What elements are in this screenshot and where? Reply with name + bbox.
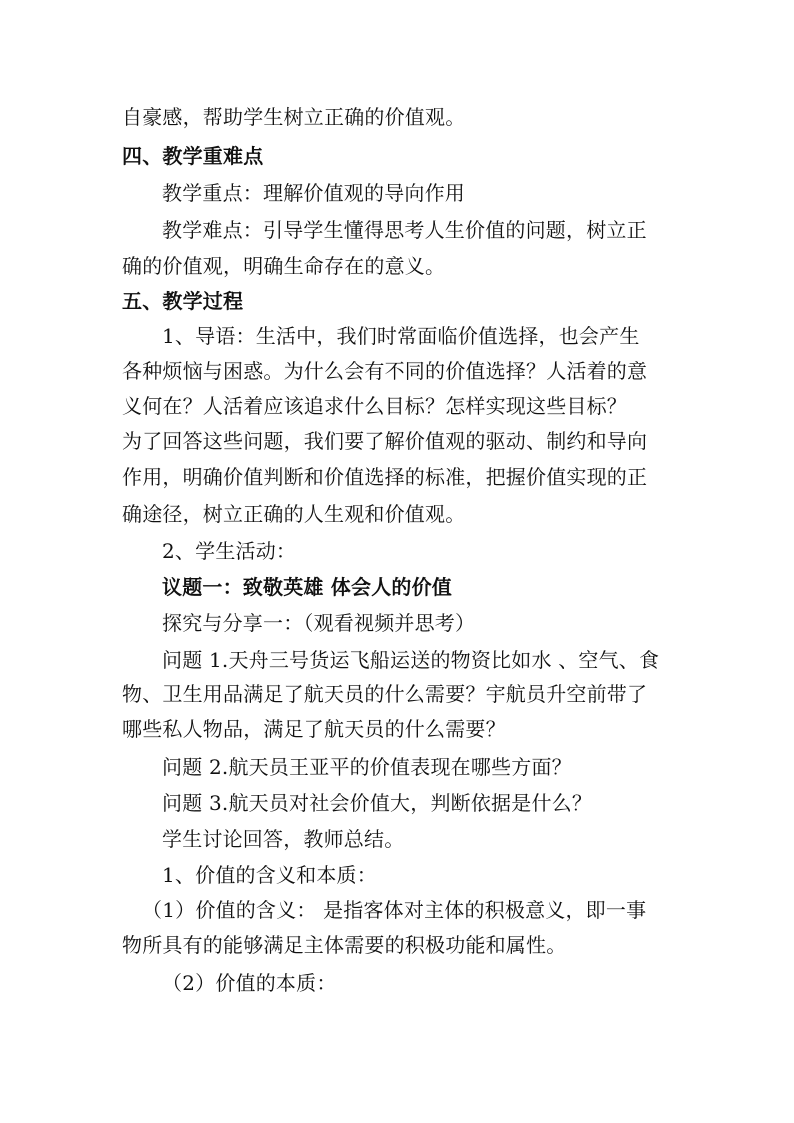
paragraph-line: 2、学生活动：: [162, 539, 297, 563]
paragraph-line: 各种烦恼与困惑。为什么会有不同的价值选择？人活着的意: [122, 359, 648, 383]
paragraph-line: 问题 1.天舟三号货运飞船运送的物资比如水 、空气、食: [162, 648, 660, 672]
topic-heading: 议题一：致敬英雄 体会人的价值: [162, 575, 452, 599]
paragraph-line: 探究与分享一：（观看视频并思考）: [162, 611, 476, 635]
paragraph-line: 1、价值的含义和本质：: [162, 863, 377, 887]
paragraph-line: （1）价值的含义： 是指客体对主体的积极意义，即一事: [142, 898, 647, 922]
paragraph-line: 哪些私人物品，满足了航天员的什么需要？: [122, 717, 506, 741]
paragraph-line: 学生讨论回答，教师总结。: [162, 827, 405, 851]
paragraph-line: （2）价值的本质：: [162, 971, 337, 995]
paragraph-line: 教学重点：理解价值观的导向作用: [162, 181, 465, 205]
paragraph-line: 问题 3.航天员对社会价值大，判断依据是什么？: [162, 791, 593, 815]
paragraph-line: 物、卫生用品满足了航天员的什么需要？宇航员升空前带了: [122, 682, 648, 706]
paragraph-line: 为了回答这些问题，我们要了解价值观的驱动、制约和导向: [122, 429, 648, 453]
paragraph-line: 问题 2.航天员王亚平的价值表现在哪些方面？: [162, 755, 572, 779]
paragraph-line: 义何在？人活着应该追求什么目标？怎样实现这些目标？: [122, 394, 627, 418]
paragraph-line: 作用，明确价值判断和价值选择的标准，把握价值实现的正: [122, 465, 648, 489]
section-heading: 四、教学重难点: [122, 144, 264, 168]
paragraph-line: 确的价值观，明确生命存在的意义。: [122, 254, 446, 278]
paragraph-line: 物所具有的能够满足主体需要的积极功能和属性。: [122, 933, 567, 957]
paragraph-line: 确途径，树立正确的人生观和价值观。: [122, 502, 466, 526]
paragraph-line: 1、导语：生活中，我们时常面临价值选择，也会产生: [162, 324, 640, 348]
paragraph-line: 教学难点：引导学生懂得思考人生价值的问题，树立正: [162, 218, 647, 242]
section-heading: 五、教学过程: [122, 289, 244, 313]
paragraph-line: 自豪感，帮助学生树立正确的价值观。: [122, 105, 466, 129]
